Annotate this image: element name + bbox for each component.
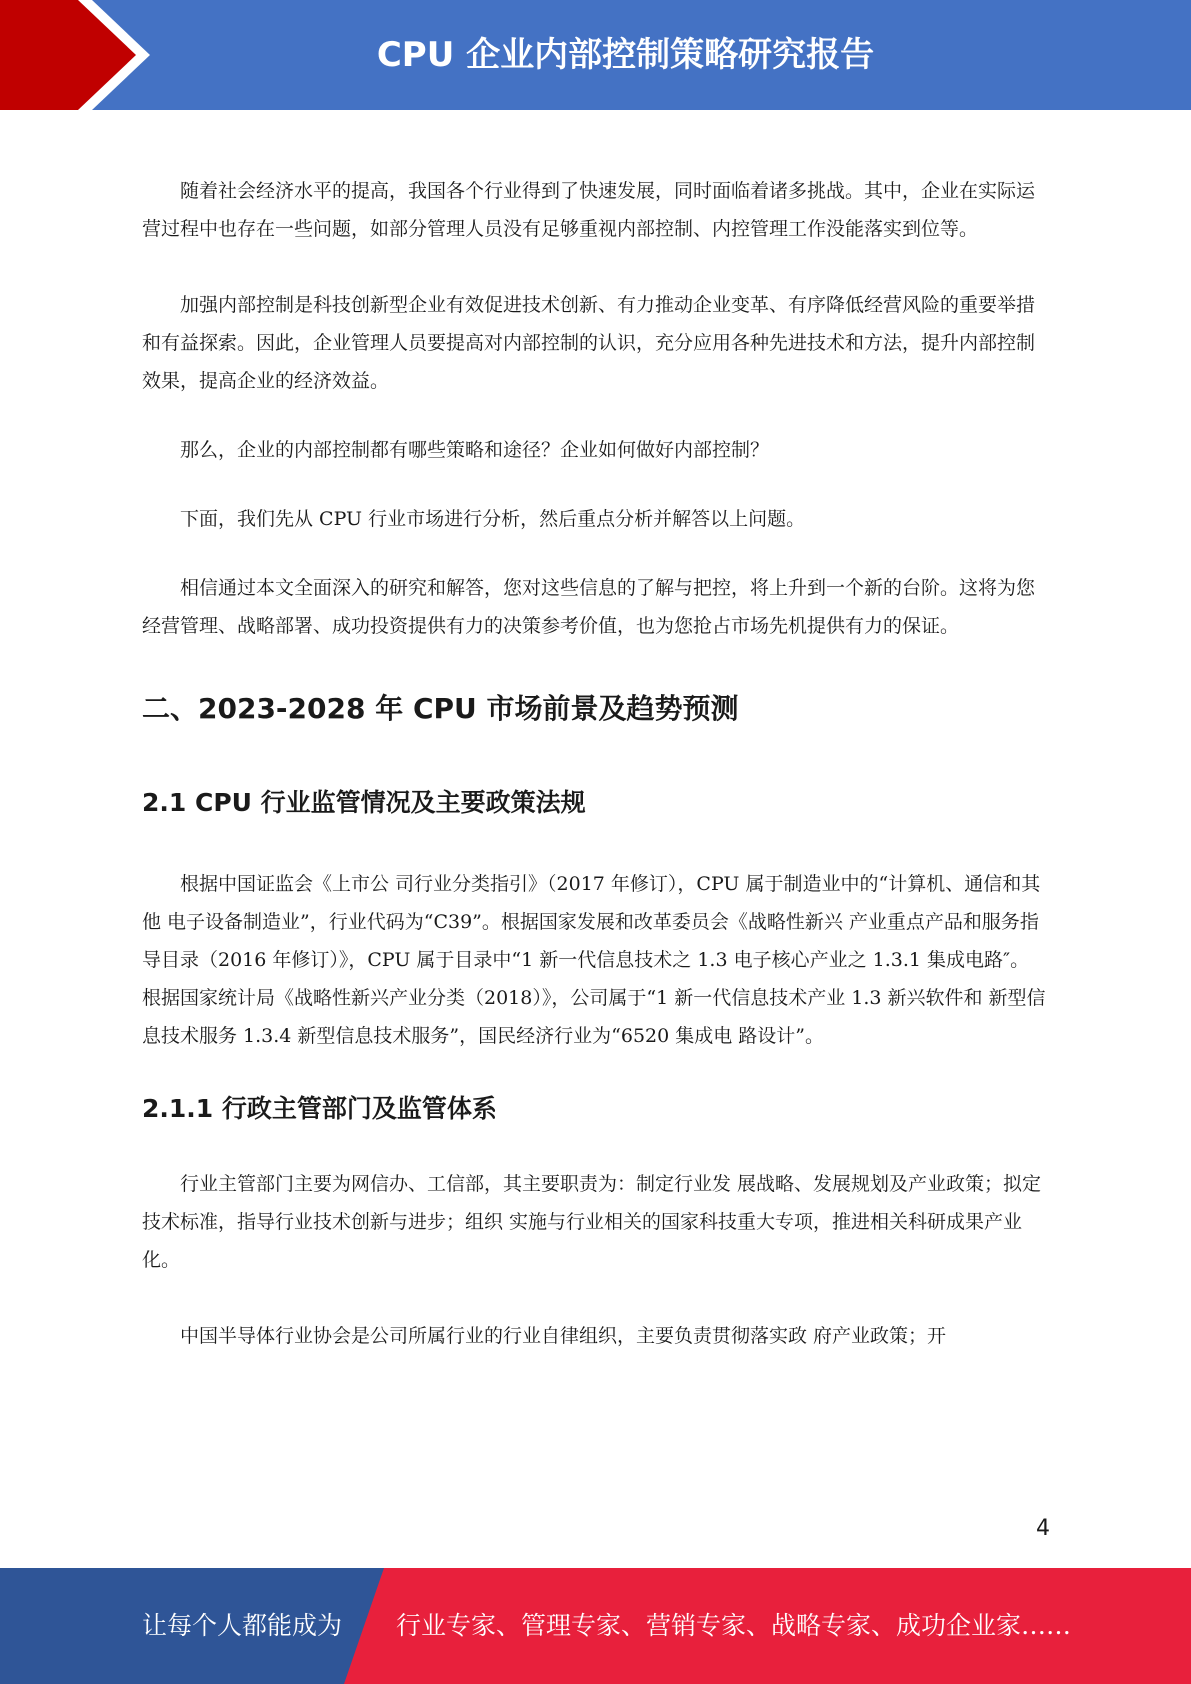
- section-heading: 二、2023-2028 年 CPU 市场前景及趋势预测: [142, 692, 739, 725]
- intro-paragraph-2: 加强内部控制是科技创新型企业有效促进技术创新、有力推动企业变革、有序降低经营风险的重要举措和有益探索。因此，企业管理人员要提高对内部控制的认识，充分应用各种先进技术和方法，提升内部控制效果，提高企业的经济效益。: [142, 294, 1036, 392]
- page-number: 4: [1036, 1516, 1050, 1541]
- main-content: [142, 172, 1047, 1355]
- header-band: [0, 0, 1191, 110]
- sub-subsection-paragraph-1: 行业主管部门主要为网信办、工信部，其主要职责为：制定行业发 展战略、发展规划及产业政策；拟定技术标准，指导行业技术创新与进步；组织 实施与行业相关的国家科技重大专项，推进相关科研成果产业化。: [142, 1173, 1042, 1271]
- subsection-heading: 2.1 CPU 行业监管情况及主要政策法规: [142, 788, 586, 817]
- intro-paragraph-3: 那么，企业的内部控制都有哪些策略和途径？企业如何做好内部控制？: [180, 439, 770, 461]
- intro-paragraph-4: 下面，我们先从 CPU 行业市场进行分析，然后重点分析并解答以上问题。: [180, 508, 806, 530]
- footer-slogan-right: 行业专家、管理专家、营销专家、战略专家、成功企业家……: [396, 1611, 1072, 1640]
- sub-subsection-heading: 2.1.1 行政主管部门及监管体系: [142, 1094, 497, 1123]
- footer-slogan-left: 让每个人都能成为: [142, 1611, 343, 1640]
- sub-subsection-paragraph-2: 中国半导体行业协会是公司所属行业的行业自律组织，主要负责贯彻落实政 府产业政策；开: [180, 1325, 947, 1347]
- intro-paragraph-1: 随着社会经济水平的提高，我国各个行业得到了快速发展，同时面临着诸多挑战。其中，企业在实际运营过程中也存在一些问题，如部分管理人员没有足够重视内部控制、内控管理工作没能落实到位等。: [142, 180, 1036, 240]
- document-title: CPU 企业内部控制策略研究报告: [376, 35, 875, 75]
- subsection-paragraph: 根据中国证监会《上市公 司行业分类指引》（2017 年修订），CPU 属于制造业中的“计算机、通信和其他 电子设备制造业”，行业代码为“C39”。根据国家发展和改革委员会《战略性新兴 产业重点产品和服务指导目录（2016 年修订）》，CPU 属于目录中“1 新一代信息技术之 1.3 电子核心产业之 1.3.1 集成电路″。根据国家统计局《战略性新兴产业分类（2018）》，公司属于“1 新一代信息技术产业 1.3 新兴软件和 新型信息技术服务 1.3.4 新型信息技术服务”，国民经济行业为“6520 集成电 路设计”。: [142, 873, 1046, 1047]
- intro-paragraph-5: 相信通过本文全面深入的研究和解答，您对这些信息的了解与把控，将上升到一个新的台阶。这将为您经营管理、战略部署、成功投资提供有力的决策参考价值，也为您抢占市场先机提供有力的保证。: [142, 577, 1036, 637]
- footer-banner: [0, 1568, 1191, 1684]
